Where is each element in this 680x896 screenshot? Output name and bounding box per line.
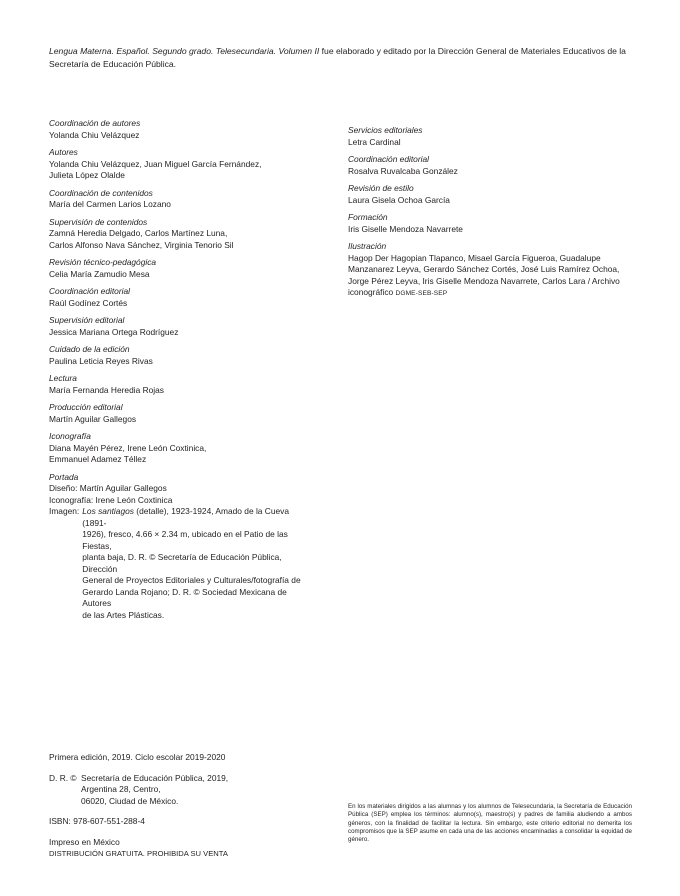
imagen-line: Gerardo Landa Rojano; D. R. © Sociedad Mexicana de Autores [82,586,287,608]
credit-role: Portada [49,471,79,482]
imagen-line: General de Proyectos Editoriales y Culturales/fotografía de [82,575,301,585]
credit-role: Iconografía [49,431,91,441]
credit-names: Diana Mayén Pérez, Irene León Coxtinica, [49,442,207,453]
credit-role: Revisión técnico-pedagógica [49,257,157,267]
credit-role: Cuidado de la edición [49,344,130,354]
imagen-line: planta baja, D. R. © Secretaría de Educación Pública, Dirección [82,552,282,574]
edition-line: Primera edición, 2019. Ciclo escolar 2019-2020 [49,752,226,762]
copyright-line: Argentina 28, Centro, [81,784,161,794]
credit-block-ilustracion [348,241,638,300]
credit-role: Revisión de estilo [348,183,414,193]
copyright-line: 06020, Ciudad de México. [81,795,179,806]
credit-block [49,315,329,338]
credit-block [49,147,329,182]
credit-block [348,125,638,148]
credit-block [49,217,329,252]
book-title: Lengua Materna. Español. Segundo grado. Telesecundaria. Volumen II [49,46,320,56]
credit-names: Letra Cardinal [348,136,401,147]
imagen-title: Los santiagos [82,506,134,516]
ilustracion-line: Jorge Pérez Leyva, Iris Giselle Mendoza Navarrete, Carlos Lara / Archivo [348,275,620,286]
printed-in: Impreso en México [49,836,120,847]
credit-role: Ilustración [348,241,387,251]
credit-names: Raúl Godínez Cortés [49,297,128,308]
credit-block [49,286,329,309]
distribution-notice: DISTRIBUCIÓN GRATUITA. PROHIBIDA SU VENTA [49,849,228,858]
credit-names: Julieta López Olalde [49,170,125,180]
imagen-line: de las Artes Plásticas. [82,609,165,620]
credit-block-portada [49,472,329,622]
credit-role: Coordinación de autores [49,118,141,128]
gender-language-note: En los materiales dirigidos a las alumnas y los alumnos de Telesecundaria, la Secretaría de Educación Pública (SEP) emplea los términos: alumno(s), maestro(s) y padres de familia aludiendo a ambos géneros, con la finalidad de facilitar la lectura. Sin embargo, este criterio editorial no demerita los compromisos que la SEP asume en cada una de las acciones encaminadas a consolidar la equidad de género. [348,803,632,844]
credit-role: Autores [49,147,78,157]
archive-acronym: DGME-SEB-SEP [395,290,448,297]
credit-names: Yolanda Chiu Velázquez [49,129,140,140]
credit-names: Yolanda Chiu Velázquez, Juan Miguel García Fernández, [49,158,262,169]
credit-role: Servicios editoriales [348,125,423,135]
credit-names: Laura Gisela Ochoa García [348,194,450,205]
imagen-label: Imagen: [49,506,80,516]
credit-role: Coordinación de contenidos [49,187,153,198]
ilustracion-line: iconográfico [348,287,396,297]
portada-imagen [49,506,329,621]
isbn: ISBN: 978-607-551-288-4 [49,816,145,826]
credit-block [49,257,329,280]
credit-names: Carlos Alfonso Nava Sánchez, Virginia Tenorio Sil [49,239,234,250]
credits-left-column [49,118,329,627]
credit-names: Emmanuel Adamez Téllez [49,454,147,464]
credit-names: María Fernanda Heredia Rojas [49,384,164,395]
credit-names: Rosalva Ruvalcaba González [348,165,458,176]
imagen-description [82,506,307,621]
credit-block [348,154,638,177]
credit-names: Jessica Mariana Ortega Rodríguez [49,326,179,337]
credit-role: Coordinación editorial [49,286,131,296]
credit-role: Coordinación editorial [348,154,430,164]
credit-block [49,373,329,396]
ilustracion-line: Hagop Der Hagopian Tlapanco, Misael García Figueroa, Guadalupe [348,252,601,263]
credit-role: Formación [348,212,388,222]
credit-block [49,402,329,425]
credit-block [49,188,329,211]
credits-right-column [348,125,638,306]
credit-names: María del Carmen Larios Lozano [49,199,171,209]
credit-names: Paulina Leticia Reyes Rivas [49,355,153,366]
copyright-block [49,773,329,808]
portada-iconografia: Iconografía: Irene León Coxtinica [49,494,173,505]
copyright-line: Secretaría de Educación Pública, 2019, [81,772,229,783]
credit-role: Producción editorial [49,402,123,412]
intro-rest: fue elaborado y editado por la Dirección General de Materiales Educativos de la Secretaría de Educación Pública. [49,46,626,69]
credit-role: Lectura [49,373,77,383]
imagen-line: 1926), fresco, 4.66 × 2.34 m, ubicado en el Patio de las Fiestas, [82,529,288,551]
imprint-intro [49,45,639,71]
credit-role: Supervisión editorial [49,315,125,325]
credit-names: Celia María Zamudio Mesa [49,268,150,279]
credit-block [49,118,329,141]
edition-info [49,752,329,860]
credit-role: Supervisión de contenidos [49,216,148,227]
credit-block [49,344,329,367]
credit-names: Iris Giselle Mendoza Navarrete [348,223,463,234]
credit-block [49,431,329,466]
ilustracion-line: Manzanarez Leyva, Gerardo Sánchez Cortés, José Luis Ramírez Ochoa, [348,264,620,274]
credit-names: Martín Aguilar Gallegos [49,413,137,424]
copyright-label: D. R. © [49,772,77,783]
portada-diseno: Diseño: Martín Aguilar Gallegos [49,483,167,493]
imagen-line: (detalle), 1923-1924, Amado de la Cueva (1891- [82,506,289,528]
credit-names: Zamná Heredia Delgado, Carlos Martínez Luna, [49,228,228,238]
credit-block [348,183,638,206]
credit-block [348,212,638,235]
